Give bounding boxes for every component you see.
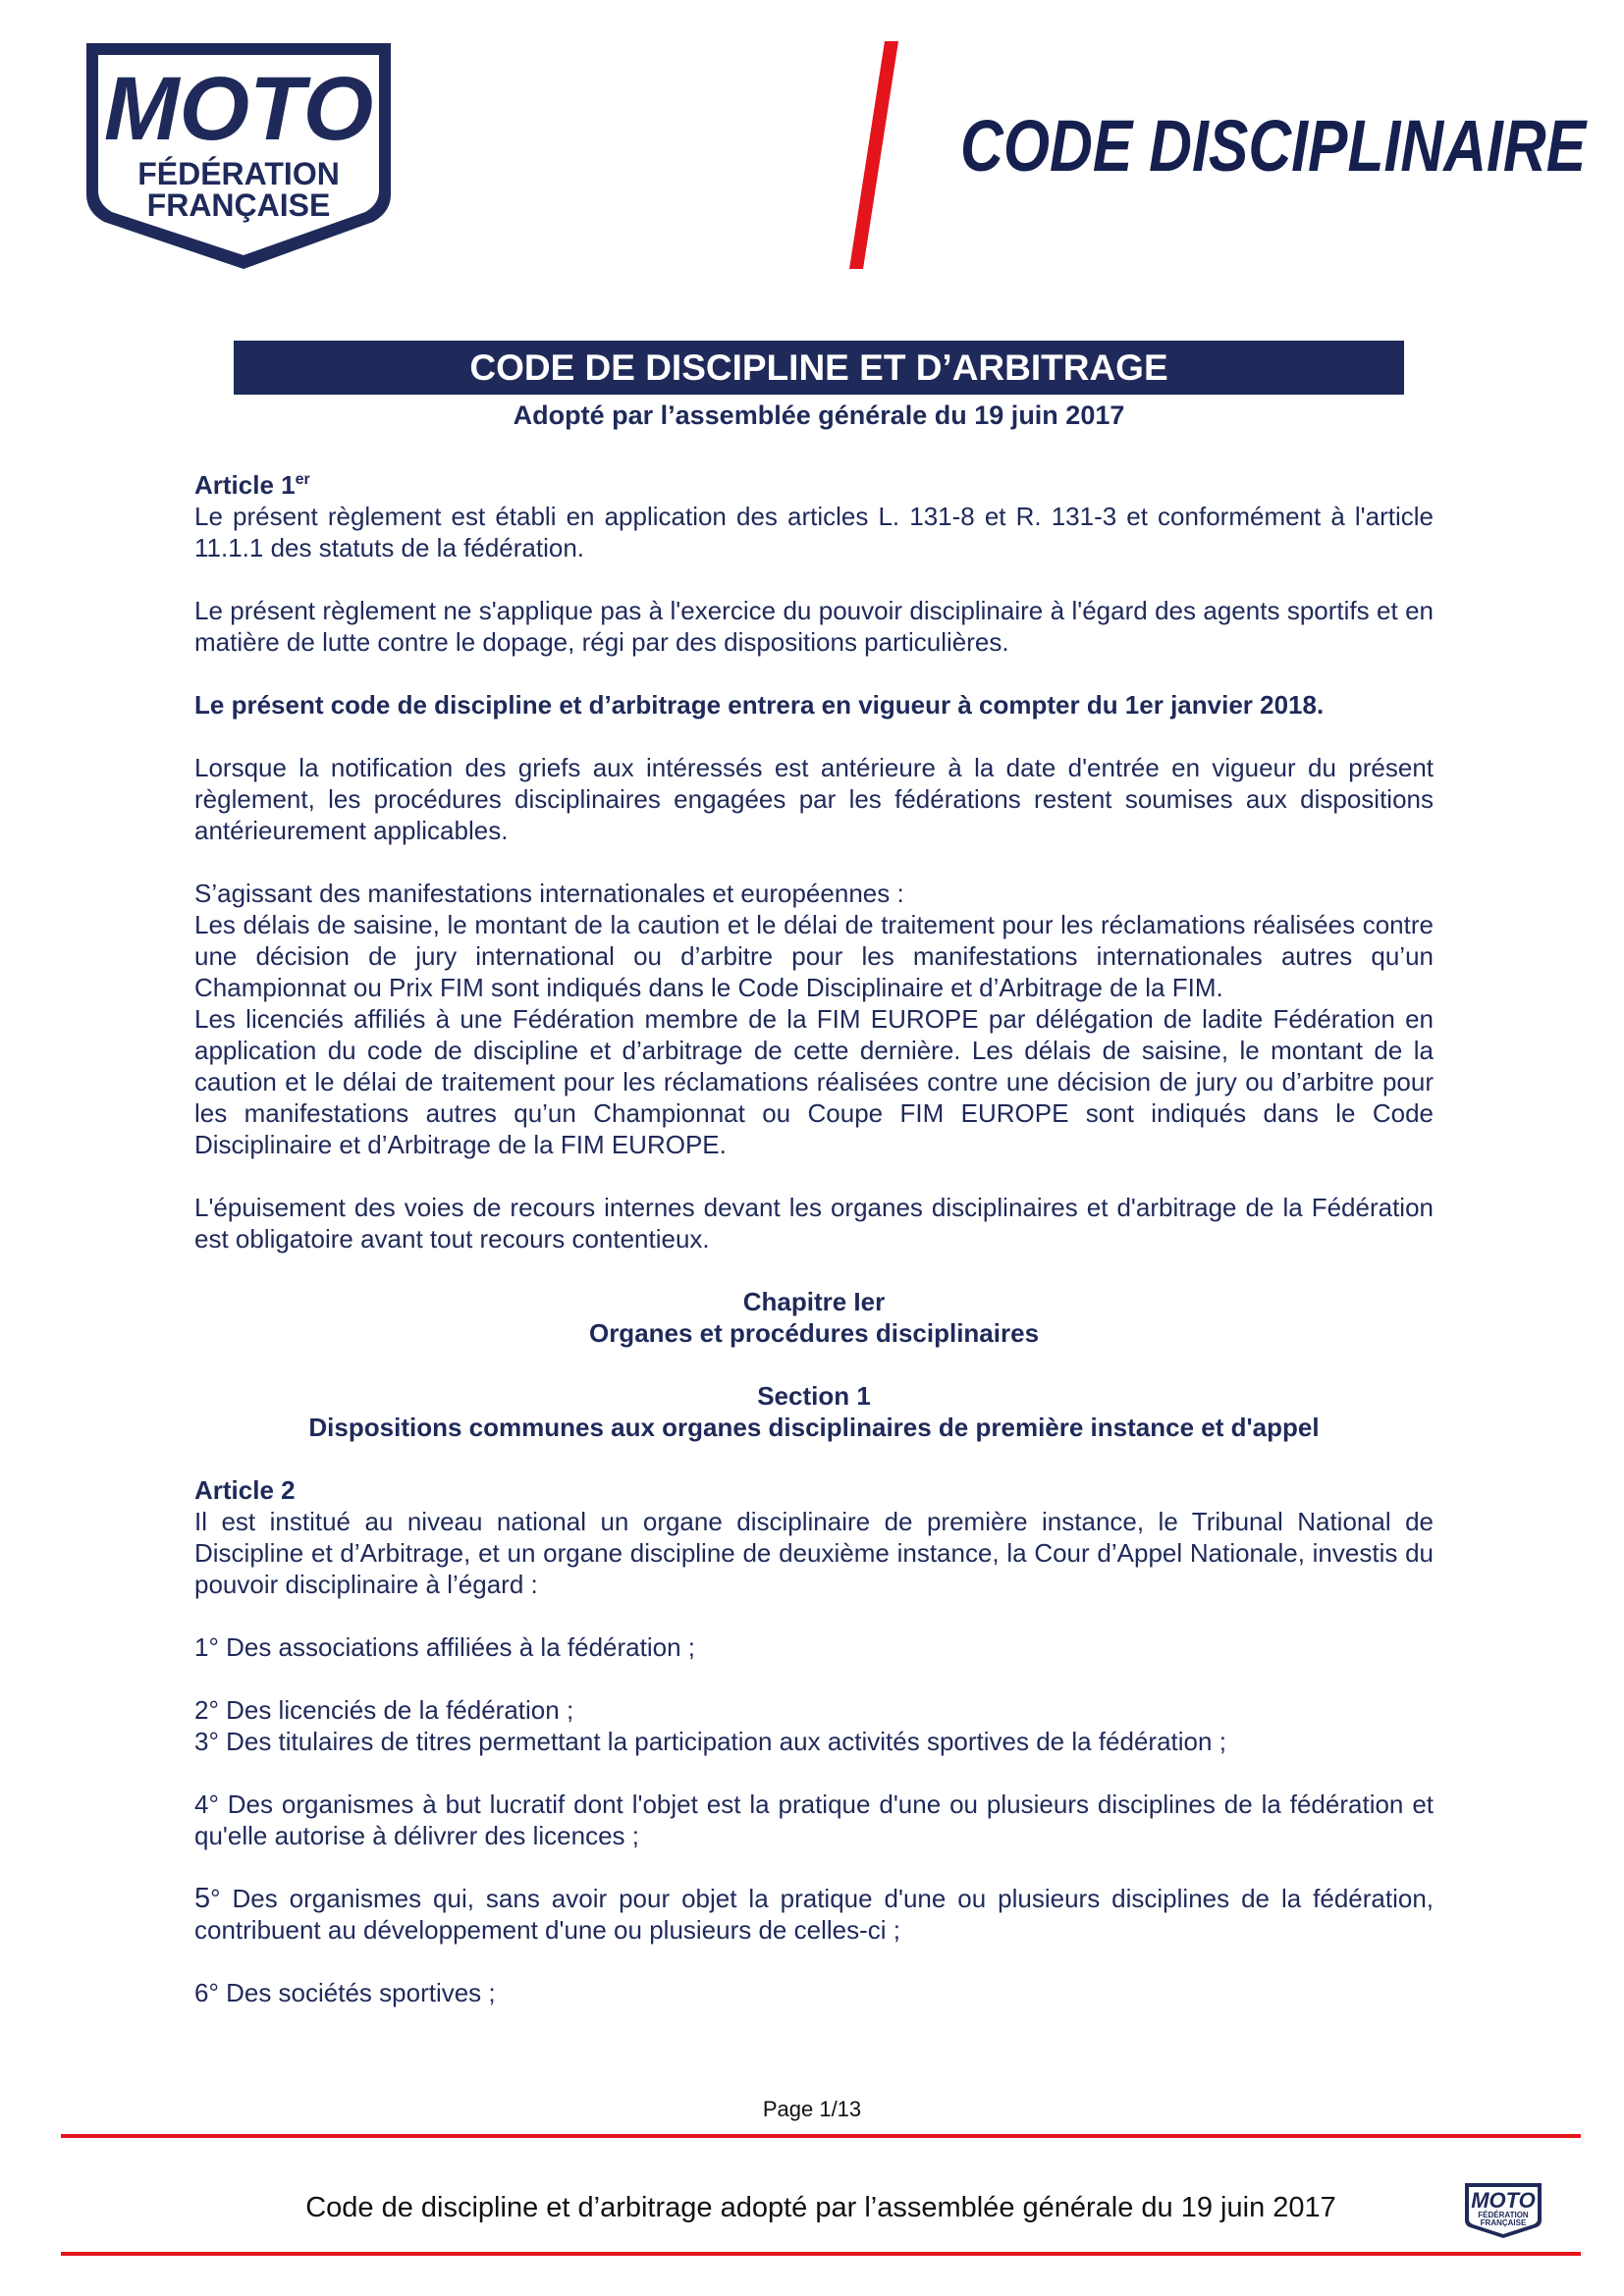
list-item: 4° Des organismes à but lucratif dont l'objet est la pratique d'une ou plusieurs disciplines de la fédération et qu'elle autorise à délivrer des licences ; [194,1789,1434,1850]
header-title: CODE DISCIPLINAIRE [960,105,1587,187]
ffm-logo-small [1463,2181,1543,2240]
chapter-subtitle: Organes et procédures disciplinaires [588,1318,1040,1348]
list-item: 2° Des licenciés de la fédération ; [194,1695,574,1725]
svg-text:FÉDÉRATION: FÉDÉRATION [1478,2211,1529,2219]
svg-text:MOTO: MOTO [103,59,374,159]
footer-text: Code de discipline et d’arbitrage adopté par l’assemblée générale du 19 juin 2017 [305,2192,1336,2223]
svg-text:FRANÇAISE: FRANÇAISE [146,187,331,223]
chapter-title: Chapitre Ier [742,1287,886,1316]
red-slash-decoration [839,37,908,273]
article-1-paragraph: S’agissant des manifestations internationales et européennes : [194,879,904,908]
footer-rule-bottom [61,2252,1581,2256]
effective-date-paragraph: Le présent code de discipline et d’arbitrage entrera en vigueur à compter du 1er janvier 2018. [194,690,1325,720]
document-subtitle: Adopté par l’assemblée générale du 19 juin 2017 [513,400,1125,430]
svg-text:FÉDÉRATION: FÉDÉRATION [137,156,340,191]
article-1-paragraph: Lorsque la notification des griefs aux intéressés est antérieure à la date d'entrée en vigueur du présent règlement, les procédures disciplinaires engagées par les fédérations restent soumises aux dispositions antérieurement applicables. [194,753,1434,845]
list-item: 6° Des sociétés sportives ; [194,1978,496,2007]
footer-rule-top [61,2134,1581,2138]
page-number: Page 1/13 [762,2097,862,2121]
list-item: 1° Des associations affiliées à la fédération ; [194,1632,695,1662]
svg-text:MOTO: MOTO [1471,2188,1536,2213]
article-1-paragraph: L'épuisement des voies de recours internes devant les organes disciplinaires et d'arbitrage de la Fédération est obligatoire avant tout recours contentieux. [194,1193,1434,1254]
article-2-paragraph: Il est institué au niveau national un organe disciplinaire de première instance, le Tribunal National de Discipline et d’Arbitrage, et un organe discipline de deuxième instance, la Cour d’Appel Nationale, investis du pouvoir disciplinaire à l’égard : [194,1507,1434,1599]
list-item: 5° Des organismes qui, sans avoir pour objet la pratique d'une ou plusieurs disciplines de la fédération, contribuent au développement d'une ou plusieurs de celles-ci ; [194,1883,1434,1945]
svg-text:FRANÇAISE: FRANÇAISE [1480,2218,1527,2227]
section-title: Section 1 [757,1381,871,1411]
article-1-heading: Article 1er [194,470,310,500]
ffm-logo [77,37,401,273]
article-1-paragraph: Le présent règlement ne s'applique pas à l'exercice du pouvoir disciplinaire à l'égard des agents sportifs et en matière de lutte contre le dopage, régi par des dispositions particulières. [194,596,1434,657]
document-title-banner: CODE DE DISCIPLINE ET D’ARBITRAGE [234,341,1404,395]
section-subtitle: Dispositions communes aux organes disciplinaires de première instance et d'appel [308,1413,1320,1442]
article-1-paragraph: Les délais de saisine, le montant de la caution et le délai de traitement pour les réclamations réalisées contre une décision de jury international ou d’arbitre pour les manifestations internationales autres qu’un Championnat ou Prix FIM sont indiqués dans le Code Disciplinaire et d’Arbitrage de la FIM. [194,910,1434,1002]
article-2-heading: Article 2 [194,1475,296,1505]
article-1-paragraph: Le présent règlement est établi en application des articles L. 131-8 et R. 131-3 et conformément à l'article 11.1.1 des statuts de la fédération. [194,502,1434,562]
article-1-paragraph: Les licenciés affiliés à une Fédération membre de la FIM EUROPE par délégation de ladite Fédération en application du code de discipline et d’arbitrage de cette dernière. Les délais de saisine, le montant de la caution et le délai de traitement pour les réclamations réalisées contre une décision de jury ou d’arbitre pour les manifestations autres qu’un Championnat ou Coupe FIM EUROPE sont indiqués dans le Code Disciplinaire et d’Arbitrage de la FIM EUROPE. [194,1004,1434,1159]
document-body [194,469,1434,2008]
list-item: 3° Des titulaires de titres permettant la participation aux activités sportives de la fédération ; [194,1727,1226,1756]
